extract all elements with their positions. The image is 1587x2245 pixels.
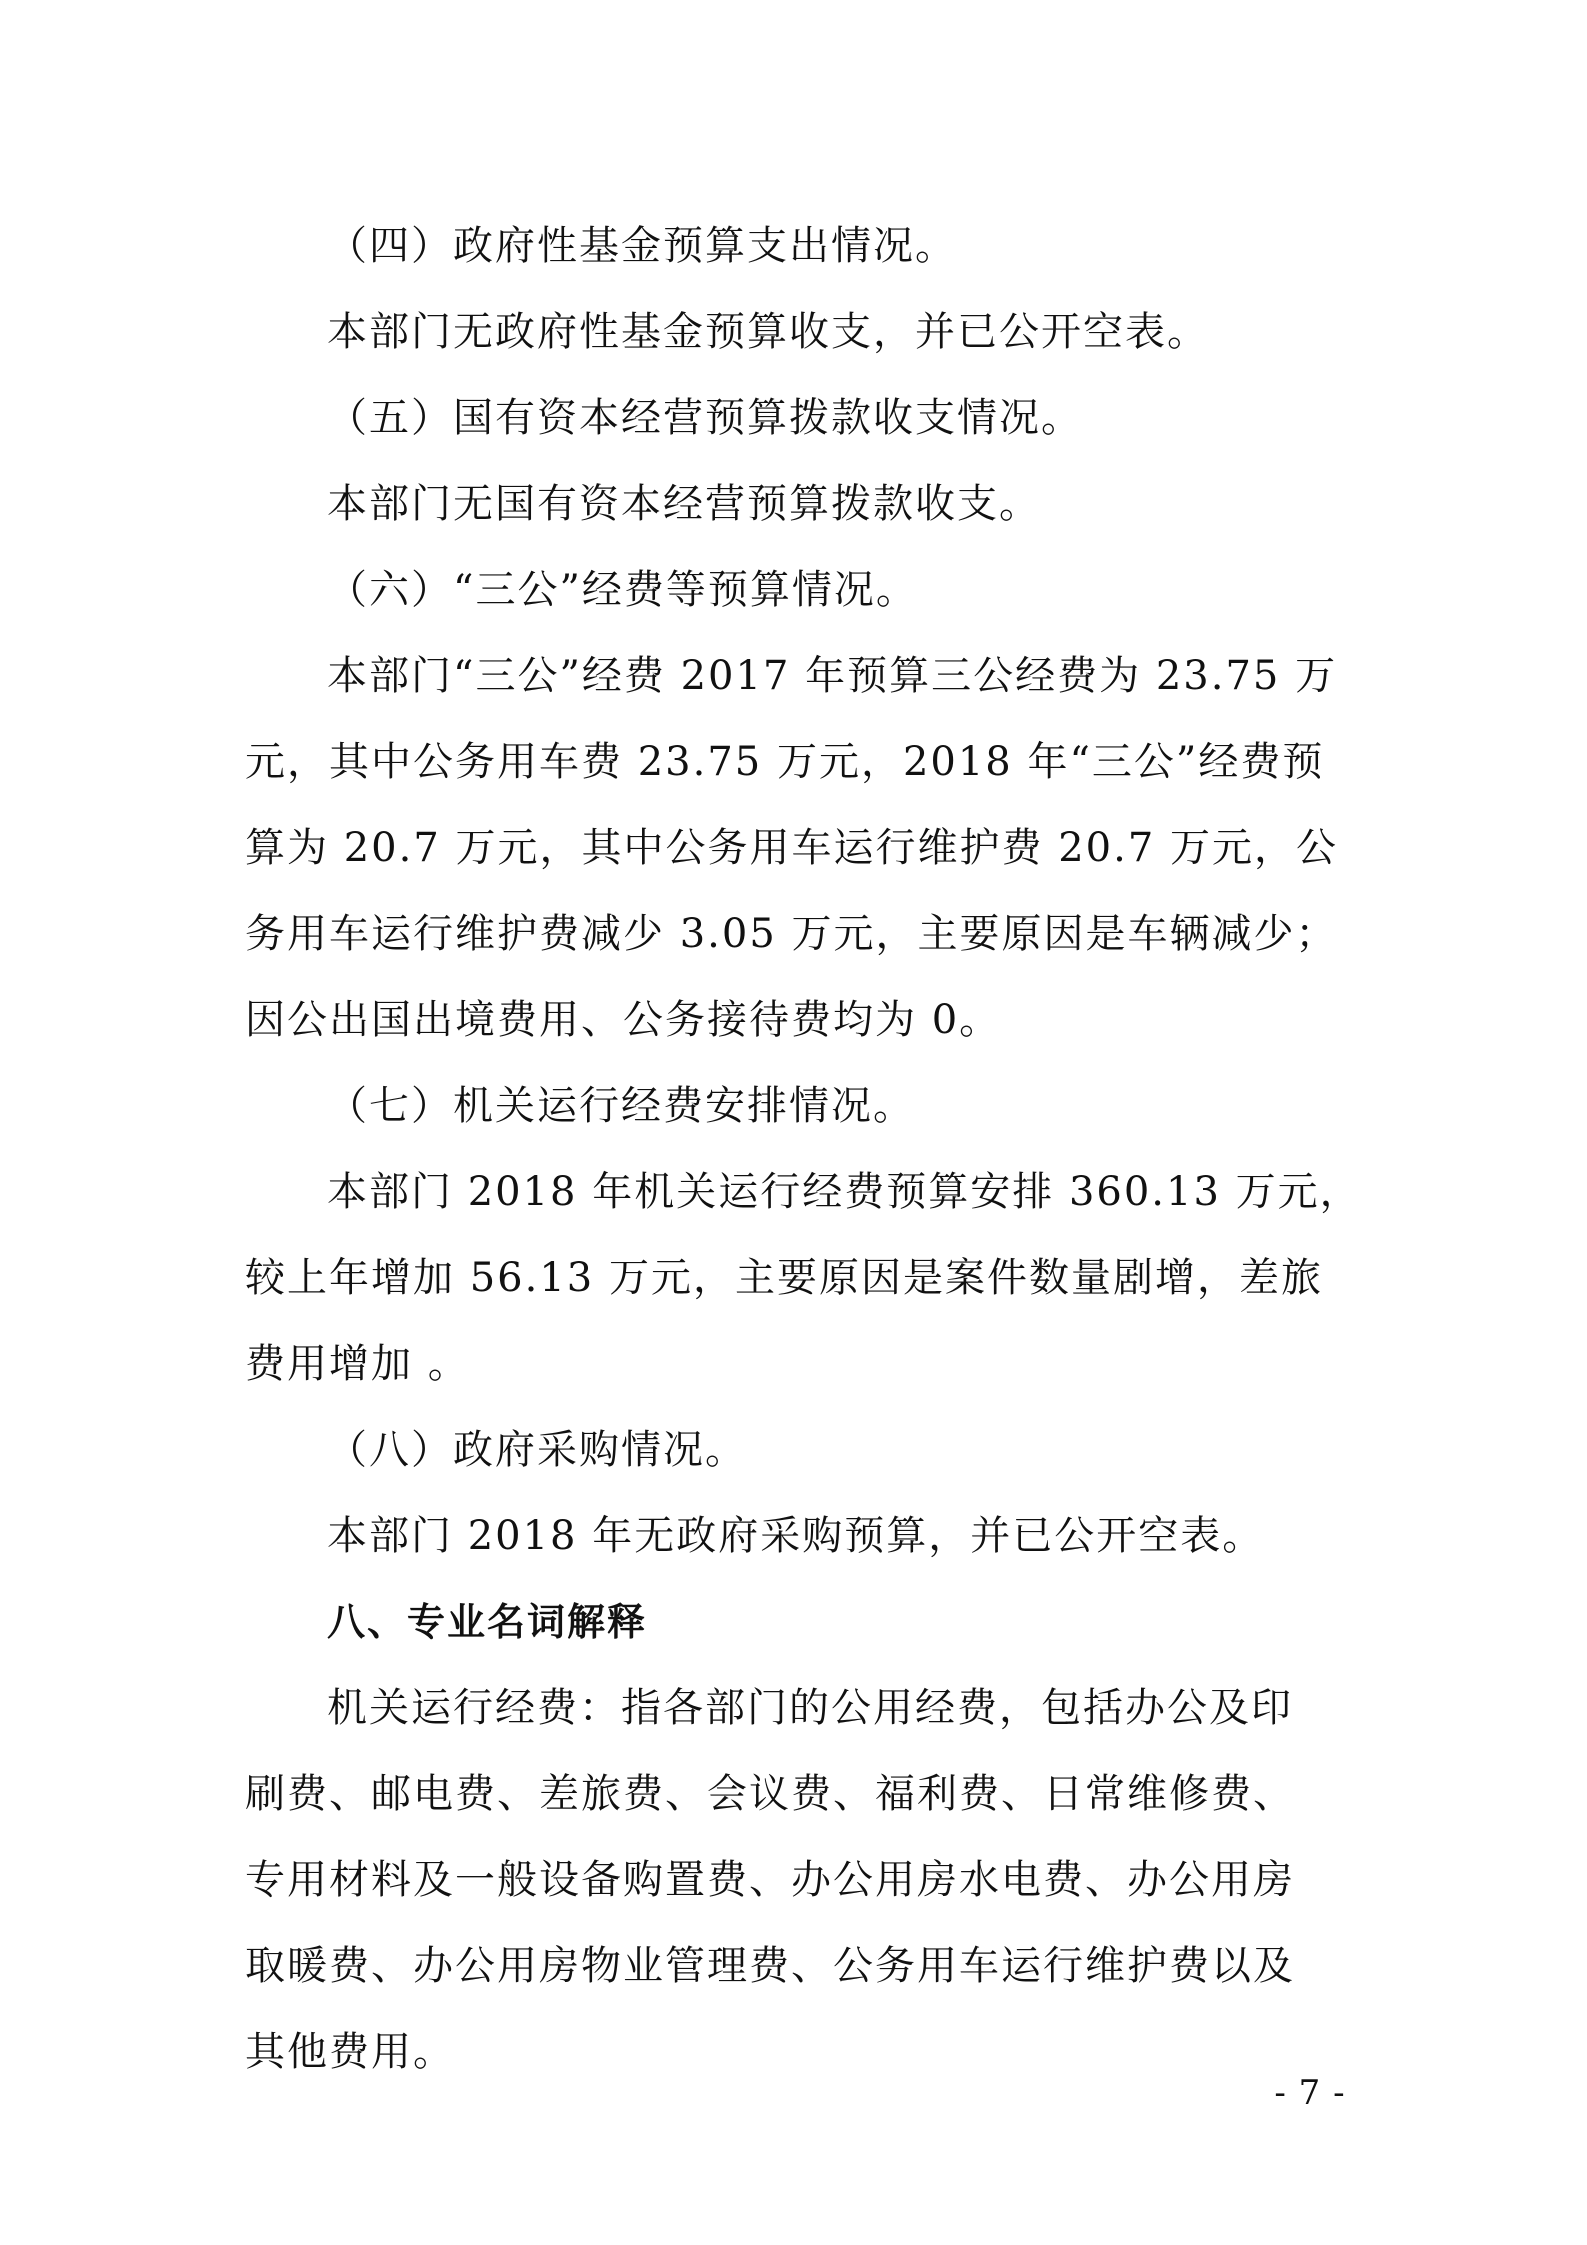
paragraph-line: 费用增加 。 (245, 1341, 470, 1387)
paragraph-line: 算为 20.7 万元，其中公务用车运行维护费 20.7 万元，公 (245, 825, 1338, 871)
paragraph-line: 本部门无国有资本经营预算拨款收支。 (327, 481, 1041, 527)
heading-government-fund-expenditure: （四）政府性基金预算支出情况。 (327, 223, 957, 269)
paragraph-line: 专用材料及一般设备购置费、办公用房水电费、办公用房 (245, 1857, 1295, 1903)
paragraph-line: 元，其中公务用车费 23.75 万元，2018 年“三公”经费预 (245, 739, 1325, 785)
paragraph-line: 取暖费、办公用房物业管理费、公务用车运行维护费以及 (245, 1943, 1295, 1989)
paragraph-line: 机关运行经费：指各部门的公用经费，包括办公及印 (327, 1685, 1293, 1731)
paragraph-line: 本部门 2018 年无政府采购预算，并已公开空表。 (327, 1513, 1265, 1559)
paragraph-line: 务用车运行维护费减少 3.05 万元，主要原因是车辆减少； (245, 911, 1338, 957)
paragraph-line: 本部门“三公”经费 2017 年预算三公经费为 23.75 万 (327, 653, 1338, 699)
heading-government-procurement: （八）政府采购情况。 (327, 1427, 747, 1473)
paragraph-line: 本部门无政府性基金预算收支，并已公开空表。 (327, 309, 1209, 355)
section-heading-terminology: 八、专业名词解释 (327, 1600, 648, 1644)
page-number: - 7 - (1274, 2073, 1346, 2113)
paragraph-line: 其他费用。 (245, 2029, 455, 2075)
paragraph-line: 刷费、邮电费、差旅费、会议费、福利费、日常维修费、 (245, 1771, 1295, 1817)
paragraph-line: 较上年增加 56.13 万元，主要原因是案件数量剧增，差旅 (245, 1255, 1323, 1301)
heading-state-capital-budget: （五）国有资本经营预算拨款收支情况。 (327, 395, 1083, 441)
heading-operating-expenses: （七）机关运行经费安排情况。 (327, 1083, 915, 1129)
paragraph-line: 本部门 2018 年机关运行经费预算安排 360.13 万元， (327, 1169, 1362, 1215)
heading-three-public-expenses: （六）“三公”经费等预算情况。 (327, 567, 918, 613)
document-body (245, 203, 1362, 2095)
paragraph-line: 因公出国出境费用、公务接待费均为 0。 (245, 997, 1002, 1043)
